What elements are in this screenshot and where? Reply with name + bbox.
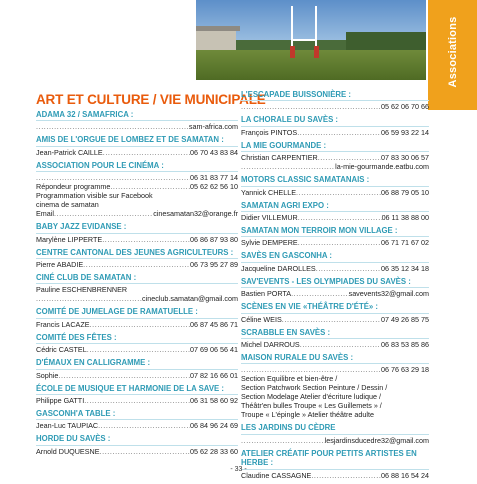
contact-link[interactable]: sam-africa.com	[188, 122, 238, 132]
entry-text: Théâtr'en bulles Troupe « Les Guillemets » /	[241, 401, 382, 411]
association-name: BABY JAZZ EVIDANSE :	[36, 222, 238, 233]
leader-dots	[241, 365, 381, 374]
contact-phone: 06 88 79 05 10	[381, 187, 429, 197]
contact-phone: 06 70 43 83 84	[190, 147, 238, 157]
contact-line	[241, 162, 429, 171]
contact-name: Jean-Patrick CAILLE	[36, 147, 103, 157]
contact-line	[241, 188, 429, 197]
contact-line	[241, 102, 429, 111]
contact-phone: 06 59 93 22 14	[381, 127, 429, 137]
contact-line	[241, 264, 429, 273]
contact-phone: 07 69 06 56 41	[190, 345, 238, 355]
association-name: LA MIE GOURMANDE :	[241, 141, 429, 152]
contact-name: Pierre ABADIE	[36, 260, 84, 270]
association-entry	[241, 90, 429, 111]
association-name: GASCONH'A TABLE :	[36, 409, 238, 420]
section-tab-label: Associations	[446, 16, 459, 88]
association-name: MOTORS CLASSIC SAMATANAIS :	[241, 175, 429, 186]
association-entry	[241, 115, 429, 136]
association-name: HORDE DU SAVÈS :	[36, 434, 238, 445]
contact-name: Francis LACAZE	[36, 319, 90, 329]
association-name: D'ÉMAUX EN CALLIGRAMME :	[36, 358, 238, 369]
contact-line	[241, 153, 429, 162]
contact-phone: 06 73 95 27 89	[190, 260, 238, 270]
leader-dots	[83, 260, 190, 269]
association-entry	[36, 273, 238, 303]
association-name: SAMATAN AGRI EXPO :	[241, 201, 429, 212]
contact-phone: 06 87 45 86 71	[190, 319, 238, 329]
leader-dots	[110, 182, 190, 191]
leader-dots	[241, 102, 381, 111]
contact-phone: 06 76 63 29 18	[381, 365, 429, 375]
contact-name: François PINTOS	[241, 127, 298, 137]
association-entry	[241, 175, 429, 196]
contact-line	[36, 396, 238, 405]
contact-phone: 07 83 30 06 57	[381, 153, 429, 163]
leader-dots	[103, 148, 190, 157]
contact-phone: 05 62 62 56 10	[190, 182, 238, 192]
contact-name: Bastien PORTA	[241, 289, 292, 299]
entry-text: Section Modelage Atelier d'écriture ludique /	[241, 392, 382, 402]
contact-name: Jean-Luc TAUPIAC	[36, 421, 99, 431]
left-column	[36, 110, 238, 460]
association-name: MAISON RURALE DU SAVÈS :	[241, 353, 429, 364]
contact-line	[241, 289, 429, 298]
leader-dots	[58, 371, 190, 380]
contact-name: Christian CARPENTIER	[241, 153, 318, 163]
association-entry	[36, 434, 238, 455]
contact-phone: 06 71 71 67 02	[381, 238, 429, 248]
contact-name: Arnold DUQUESNE	[36, 446, 100, 456]
association-entry	[36, 384, 238, 405]
association-name: SAMATAN MON TERROIR MON VILLAGE :	[241, 226, 429, 237]
association-name: SCRABBLE EN SAVÈS :	[241, 328, 429, 339]
contact-name: Philippe GATTI	[36, 396, 85, 406]
leader-dots	[298, 213, 382, 222]
leader-dots	[297, 128, 381, 137]
contact-phone: 06 84 96 24 69	[190, 421, 238, 431]
contact-link[interactable]: la-mie-gourmande.eatbu.com	[335, 162, 429, 172]
contact-phone: 06 88 16 54 24	[381, 470, 429, 480]
association-name: CINÉ CLUB DE SAMATAN :	[36, 273, 238, 284]
leader-dots	[291, 289, 349, 298]
contact-phone: 06 31 83 77 14	[190, 173, 238, 183]
contact-line	[36, 182, 238, 191]
leader-dots	[102, 235, 190, 244]
contact-line	[36, 421, 238, 430]
association-entry	[241, 251, 429, 272]
contact-name: Michel DARROUS	[241, 340, 300, 350]
entry-text: cinema de samatan	[36, 200, 99, 210]
entry-text: Pauline ESCHENBRENNER	[36, 285, 128, 295]
association-entry	[241, 277, 429, 298]
association-entry	[241, 353, 429, 419]
contact-link[interactable]: cineclub.samatan@gmail.com	[142, 294, 238, 304]
contact-phone: 06 35 12 34 18	[381, 263, 429, 273]
contact-name: Répondeur programme	[36, 182, 111, 192]
association-name: ASSOCIATION POUR LE CINÉMA :	[36, 161, 238, 172]
contact-link[interactable]: lesjardinsducedre32@gmail.com	[324, 435, 429, 445]
contact-line	[241, 340, 429, 349]
contact-line	[36, 235, 238, 244]
association-entry	[241, 423, 429, 444]
association-entry	[36, 307, 238, 328]
association-entry	[241, 141, 429, 171]
contact-line	[241, 213, 429, 222]
contact-line	[36, 260, 238, 269]
leader-dots	[54, 209, 153, 218]
header-photo-rugby-field	[196, 0, 426, 80]
contact-phone: 05 62 28 33 60	[190, 446, 238, 456]
contact-line	[36, 345, 238, 354]
contact-name: Didier VILLEMUR	[241, 213, 298, 223]
association-entry	[241, 328, 429, 349]
association-name: CENTRE CANTONAL DES JEUNES AGRICULTEURS :	[36, 248, 238, 259]
association-name: ADAMA 32 / SAMAFRICA :	[36, 110, 238, 121]
leader-dots	[298, 238, 381, 247]
entry-text: Programmation visible sur Facebook	[36, 191, 153, 201]
association-entry	[36, 333, 238, 354]
section-tab	[428, 0, 477, 110]
contact-line	[36, 371, 238, 380]
leader-dots	[87, 345, 190, 354]
contact-line	[241, 365, 429, 374]
association-entry	[36, 161, 238, 218]
leader-dots	[84, 396, 190, 405]
association-name: COMITÉ DES FÊTES :	[36, 333, 238, 344]
contact-line	[36, 148, 238, 157]
association-name: SAVÈS EN GASCONHA :	[241, 251, 429, 262]
association-name: COMITÉ DE JUMELAGE DE RAMATUELLE :	[36, 307, 238, 318]
leader-dots	[90, 320, 191, 329]
contact-name: Yannick CHELLE	[241, 187, 296, 197]
contact-name: Cédric CASTEL	[36, 345, 87, 355]
page-number: - 33 -	[230, 466, 247, 473]
contact-name: Email	[36, 209, 54, 219]
contact-link[interactable]: savevents32@gmail.com	[348, 289, 429, 299]
entry-text: Section Equilibre et bien-être /	[241, 374, 338, 384]
contact-name: Claudine CASSAGNE	[241, 470, 312, 480]
contact-line	[36, 320, 238, 329]
leader-dots	[316, 264, 381, 273]
leader-dots	[282, 315, 381, 324]
leader-dots	[36, 294, 142, 303]
contact-line	[241, 128, 429, 137]
leader-dots	[36, 173, 190, 182]
contact-line	[36, 294, 238, 303]
leader-dots	[241, 436, 325, 445]
association-name: AMIS DE L'ORGUE DE LOMBEZ ET DE SAMATAN :	[36, 135, 238, 146]
association-name: SAV'EVENTS - LES OLYMPIADES DU SAVÈS :	[241, 277, 429, 288]
contact-name: Marylène LIPPERTE	[36, 234, 103, 244]
section-title: ART ET CULTURE / VIE MUNICIPALE	[36, 92, 266, 107]
leader-dots	[36, 122, 189, 131]
association-name: ÉCOLE DE MUSIQUE ET HARMONIE DE LA SAVE :	[36, 384, 238, 395]
contact-line	[241, 315, 429, 324]
leader-dots	[296, 188, 381, 197]
contact-link[interactable]: cinesamatan32@orange.fr	[153, 209, 238, 219]
leader-dots	[318, 153, 381, 162]
contact-line	[36, 447, 238, 456]
contact-phone: 07 82 16 66 01	[190, 370, 238, 380]
leader-dots	[241, 162, 335, 171]
contact-name: Sylvie DEMPERE	[241, 238, 298, 248]
association-name: LES JARDINS DU CÈDRE	[241, 423, 429, 434]
contact-phone: 06 86 87 93 80	[190, 234, 238, 244]
contact-phone: 07 49 26 85 75	[381, 314, 429, 324]
association-entry	[241, 226, 429, 247]
association-entry	[36, 222, 238, 243]
association-entry	[241, 302, 429, 323]
contact-line	[36, 209, 238, 218]
association-name: SCÈNES EN VIE «THÉÂTRE D'ÉTÉ» :	[241, 302, 429, 313]
contact-phone: 06 83 53 85 86	[381, 340, 429, 350]
contact-phone: 05 62 06 70 66	[381, 102, 429, 112]
contact-phone: 06 31 58 60 92	[190, 396, 238, 406]
leader-dots	[98, 421, 190, 430]
association-name: LA CHORALE DU SAVÈS :	[241, 115, 429, 126]
contact-line	[36, 173, 238, 182]
association-entry	[241, 201, 429, 222]
association-entry	[36, 409, 238, 430]
contact-line	[241, 436, 429, 445]
association-entry	[36, 110, 238, 131]
contact-line	[241, 238, 429, 247]
association-entry	[241, 449, 429, 480]
right-column	[241, 90, 429, 484]
association-entry	[36, 135, 238, 156]
association-name: ATELIER CRÉATIF POUR PETITS ARTISTES EN HERBE :	[241, 449, 429, 470]
contact-name: Sophie	[36, 370, 59, 380]
contact-line	[36, 122, 238, 131]
contact-name: Jacqueline DAROLLES	[241, 263, 316, 273]
association-entry	[36, 358, 238, 379]
association-entry	[36, 248, 238, 269]
association-name: L'ESCAPADE BUISSONIÈRE :	[241, 90, 429, 101]
leader-dots	[300, 340, 381, 349]
leader-dots	[100, 447, 191, 456]
contact-name: Céline WEIS	[241, 314, 282, 324]
entry-text: Section Patchwork Section Peinture / Dessin /	[241, 383, 388, 393]
contact-phone: 06 11 38 88 00	[381, 213, 429, 223]
entry-text: Troupe « L'épingle » Atelier théâtre adulte	[241, 410, 374, 420]
